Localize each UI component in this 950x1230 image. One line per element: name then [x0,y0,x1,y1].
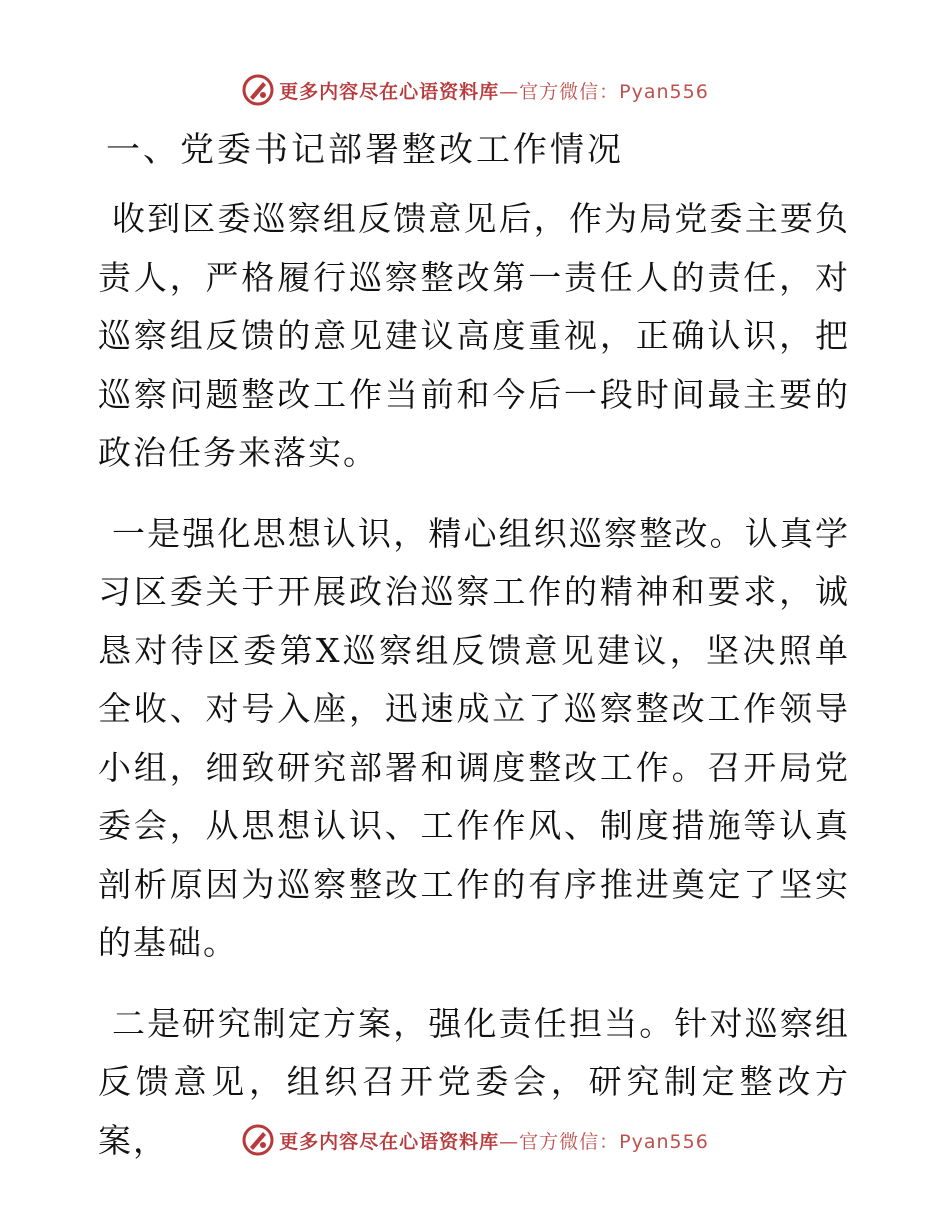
header-watermark-banner [0,70,950,110]
paragraph: 收到区委巡察组反馈意见后，作为局党委主要负责人，严格履行巡察整改第一责任人的责任，对巡察组反馈的意见建议高度重视，正确认识，把巡察问题整改工作当前和今后一段时间最主要的政治任务来落实。 [98,199,850,472]
paragraph: 一是强化思想认识，精心组织巡察整改。认真学习区委关于开展政治巡察工作的精神和要求，诚恳对待区委第X巡察组反馈意见建议，坚决照单全收、对号入座，迅速成立了巡察整改工作领导小组，细致研究部署和调度整改工作。召开局党委会，从思想认识、工作作风、制度措施等认真剖析原因为巡察整改工作的有序推进奠定了坚实的基础。 [98,513,850,962]
document-body [98,124,850,1192]
paragraph: 二是研究制定方案，强化责任担当。针对巡察组反馈意见，组织召开党委会，研究制定整改方案， [98,1003,850,1160]
banner-text: 更多内容尽在心语资料库—官方微信：Pyan556 [279,1130,709,1153]
footer-watermark-banner [0,1120,950,1160]
brand-logo-icon [241,73,275,107]
brand-logo-icon [241,1123,275,1157]
section-heading: 一、党委书记部署整改工作情况 [106,130,624,170]
banner-text: 更多内容尽在心语资料库—官方微信：Pyan556 [279,80,709,103]
